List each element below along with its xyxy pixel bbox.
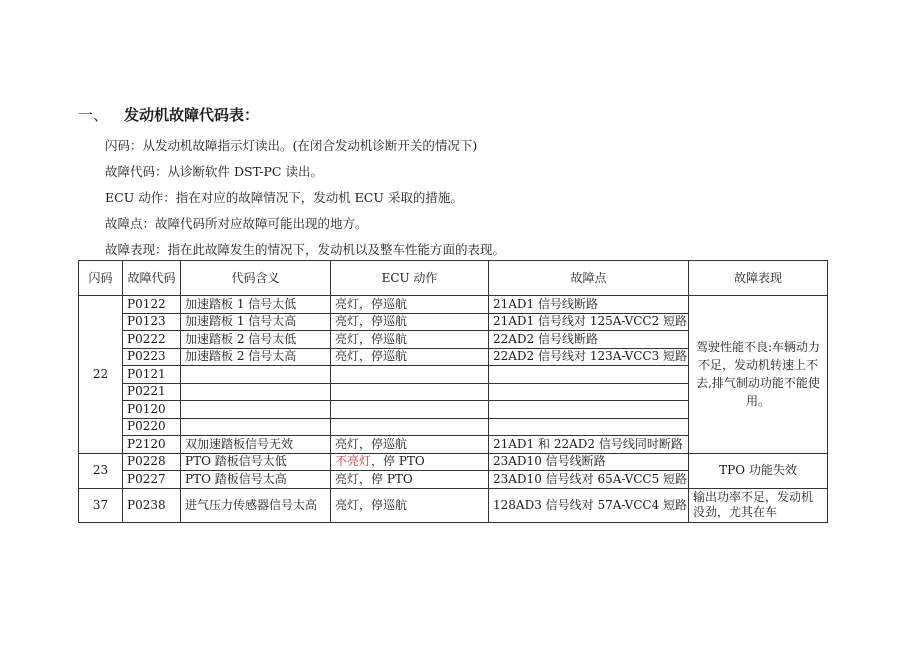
fault-code-cell: P0120 bbox=[123, 401, 181, 419]
fault-code-cell: P0223 bbox=[123, 348, 181, 366]
header-fault-symptom: 故障表现 bbox=[689, 261, 828, 296]
meaning-cell: 加速踏板 1 信号太低 bbox=[181, 296, 331, 314]
fault-code-cell: P0220 bbox=[123, 418, 181, 436]
section-number: 一、 bbox=[78, 106, 109, 124]
ecu-action-cell: 亮灯，停 PTO bbox=[331, 471, 489, 489]
fault-code-table bbox=[78, 260, 828, 523]
symptom-cell: 输出功率不足，发动机没劲，尤其在车 bbox=[689, 488, 828, 522]
meaning-cell: 进气压力传感器信号太高 bbox=[181, 488, 331, 522]
fault-code-cell: P2120 bbox=[123, 436, 181, 454]
definition-fault-code: 故障代码：从诊断软件 DST-PC 读出。 bbox=[105, 164, 323, 179]
flash-code-cell: 37 bbox=[79, 488, 123, 522]
table-row bbox=[79, 488, 828, 522]
definition-fault-point: 故障点：故障代码所对应故障可能出现的地方。 bbox=[105, 216, 368, 231]
fault-point-cell bbox=[489, 383, 689, 401]
fault-point-cell: 21AD1 和 22AD2 信号线同时断路 bbox=[489, 436, 689, 454]
fault-code-cell: P0227 bbox=[123, 471, 181, 489]
fault-code-cell: P0121 bbox=[123, 366, 181, 384]
fault-point-cell: 128AD3 信号线对 57A-VCC4 短路 bbox=[489, 488, 689, 522]
fault-code-cell: P0122 bbox=[123, 296, 181, 314]
table-row bbox=[79, 453, 828, 471]
table-row bbox=[79, 296, 828, 314]
fault-point-cell bbox=[489, 418, 689, 436]
meaning-cell: 双加速踏板信号无效 bbox=[181, 436, 331, 454]
symptom-cell: TPO 功能失效 bbox=[689, 453, 828, 488]
fault-code-cell: P0238 bbox=[123, 488, 181, 522]
meaning-cell: PTO 踏板信号太高 bbox=[181, 471, 331, 489]
meaning-cell bbox=[181, 401, 331, 419]
section-title: 发动机故障代码表： bbox=[124, 106, 260, 124]
fault-point-cell: 21AD1 信号线断路 bbox=[489, 296, 689, 314]
ecu-action-cell: 亮灯，停巡航 bbox=[331, 348, 489, 366]
ecu-action-cell bbox=[331, 418, 489, 436]
fault-code-cell: P0228 bbox=[123, 453, 181, 471]
ecu-action-cell bbox=[331, 453, 489, 471]
definition-ecu-action: ECU 动作：指在对应的故障情况下，发动机 ECU 采取的措施。 bbox=[105, 190, 463, 205]
ecu-action-cell bbox=[331, 383, 489, 401]
fault-code-cell: P0221 bbox=[123, 383, 181, 401]
header-code-meaning: 代码含义 bbox=[181, 261, 331, 296]
definition-flash-code: 闪码：从发动机故障指示灯读出。(在闭合发动机诊断开关的情况下) bbox=[105, 138, 478, 153]
header-fault-point: 故障点 bbox=[489, 261, 689, 296]
section-heading bbox=[78, 104, 259, 125]
meaning-cell bbox=[181, 383, 331, 401]
fault-point-cell bbox=[489, 401, 689, 419]
definition-fault-symptom: 故障表现：指在此故障发生的情况下，发动机以及整车性能方面的表现。 bbox=[105, 242, 506, 257]
meaning-cell: 加速踏板 1 信号太高 bbox=[181, 313, 331, 331]
fault-point-cell: 22AD2 信号线断路 bbox=[489, 331, 689, 349]
meaning-cell: PTO 踏板信号太低 bbox=[181, 453, 331, 471]
meaning-cell: 加速踏板 2 信号太低 bbox=[181, 331, 331, 349]
ecu-action-rest: ，停 PTO bbox=[371, 454, 425, 469]
fault-point-cell: 23AD10 信号线断路 bbox=[489, 453, 689, 471]
ecu-action-cell: 亮灯，停巡航 bbox=[331, 436, 489, 454]
flash-code-cell: 23 bbox=[79, 453, 123, 488]
header-fault-code: 故障代码 bbox=[123, 261, 181, 296]
meaning-cell bbox=[181, 418, 331, 436]
flash-code-cell: 22 bbox=[79, 296, 123, 454]
ecu-action-cell: 亮灯，停巡航 bbox=[331, 313, 489, 331]
fault-code-cell: P0123 bbox=[123, 313, 181, 331]
symptom-cell: 驾驶性能不良:车辆动力不足，发动机转速上不去,排气制动功能不能使用。 bbox=[689, 296, 828, 454]
header-ecu-action: ECU 动作 bbox=[331, 261, 489, 296]
table-header-row bbox=[79, 261, 828, 296]
ecu-action-warning: 不亮灯 bbox=[335, 454, 372, 469]
header-flash-code: 闪码 bbox=[79, 261, 123, 296]
fault-point-cell: 23AD10 信号线对 65A-VCC5 短路 bbox=[489, 471, 689, 489]
meaning-cell: 加速踏板 2 信号太高 bbox=[181, 348, 331, 366]
ecu-action-cell: 亮灯，停巡航 bbox=[331, 488, 489, 522]
fault-point-cell: 21AD1 信号线对 125A-VCC2 短路 bbox=[489, 313, 689, 331]
ecu-action-cell bbox=[331, 401, 489, 419]
fault-code-cell: P0222 bbox=[123, 331, 181, 349]
ecu-action-cell: 亮灯，停巡航 bbox=[331, 331, 489, 349]
meaning-cell bbox=[181, 366, 331, 384]
ecu-action-cell bbox=[331, 366, 489, 384]
ecu-action-cell: 亮灯，停巡航 bbox=[331, 296, 489, 314]
fault-point-cell: 22AD2 信号线对 123A-VCC3 短路 bbox=[489, 348, 689, 366]
fault-point-cell bbox=[489, 366, 689, 384]
